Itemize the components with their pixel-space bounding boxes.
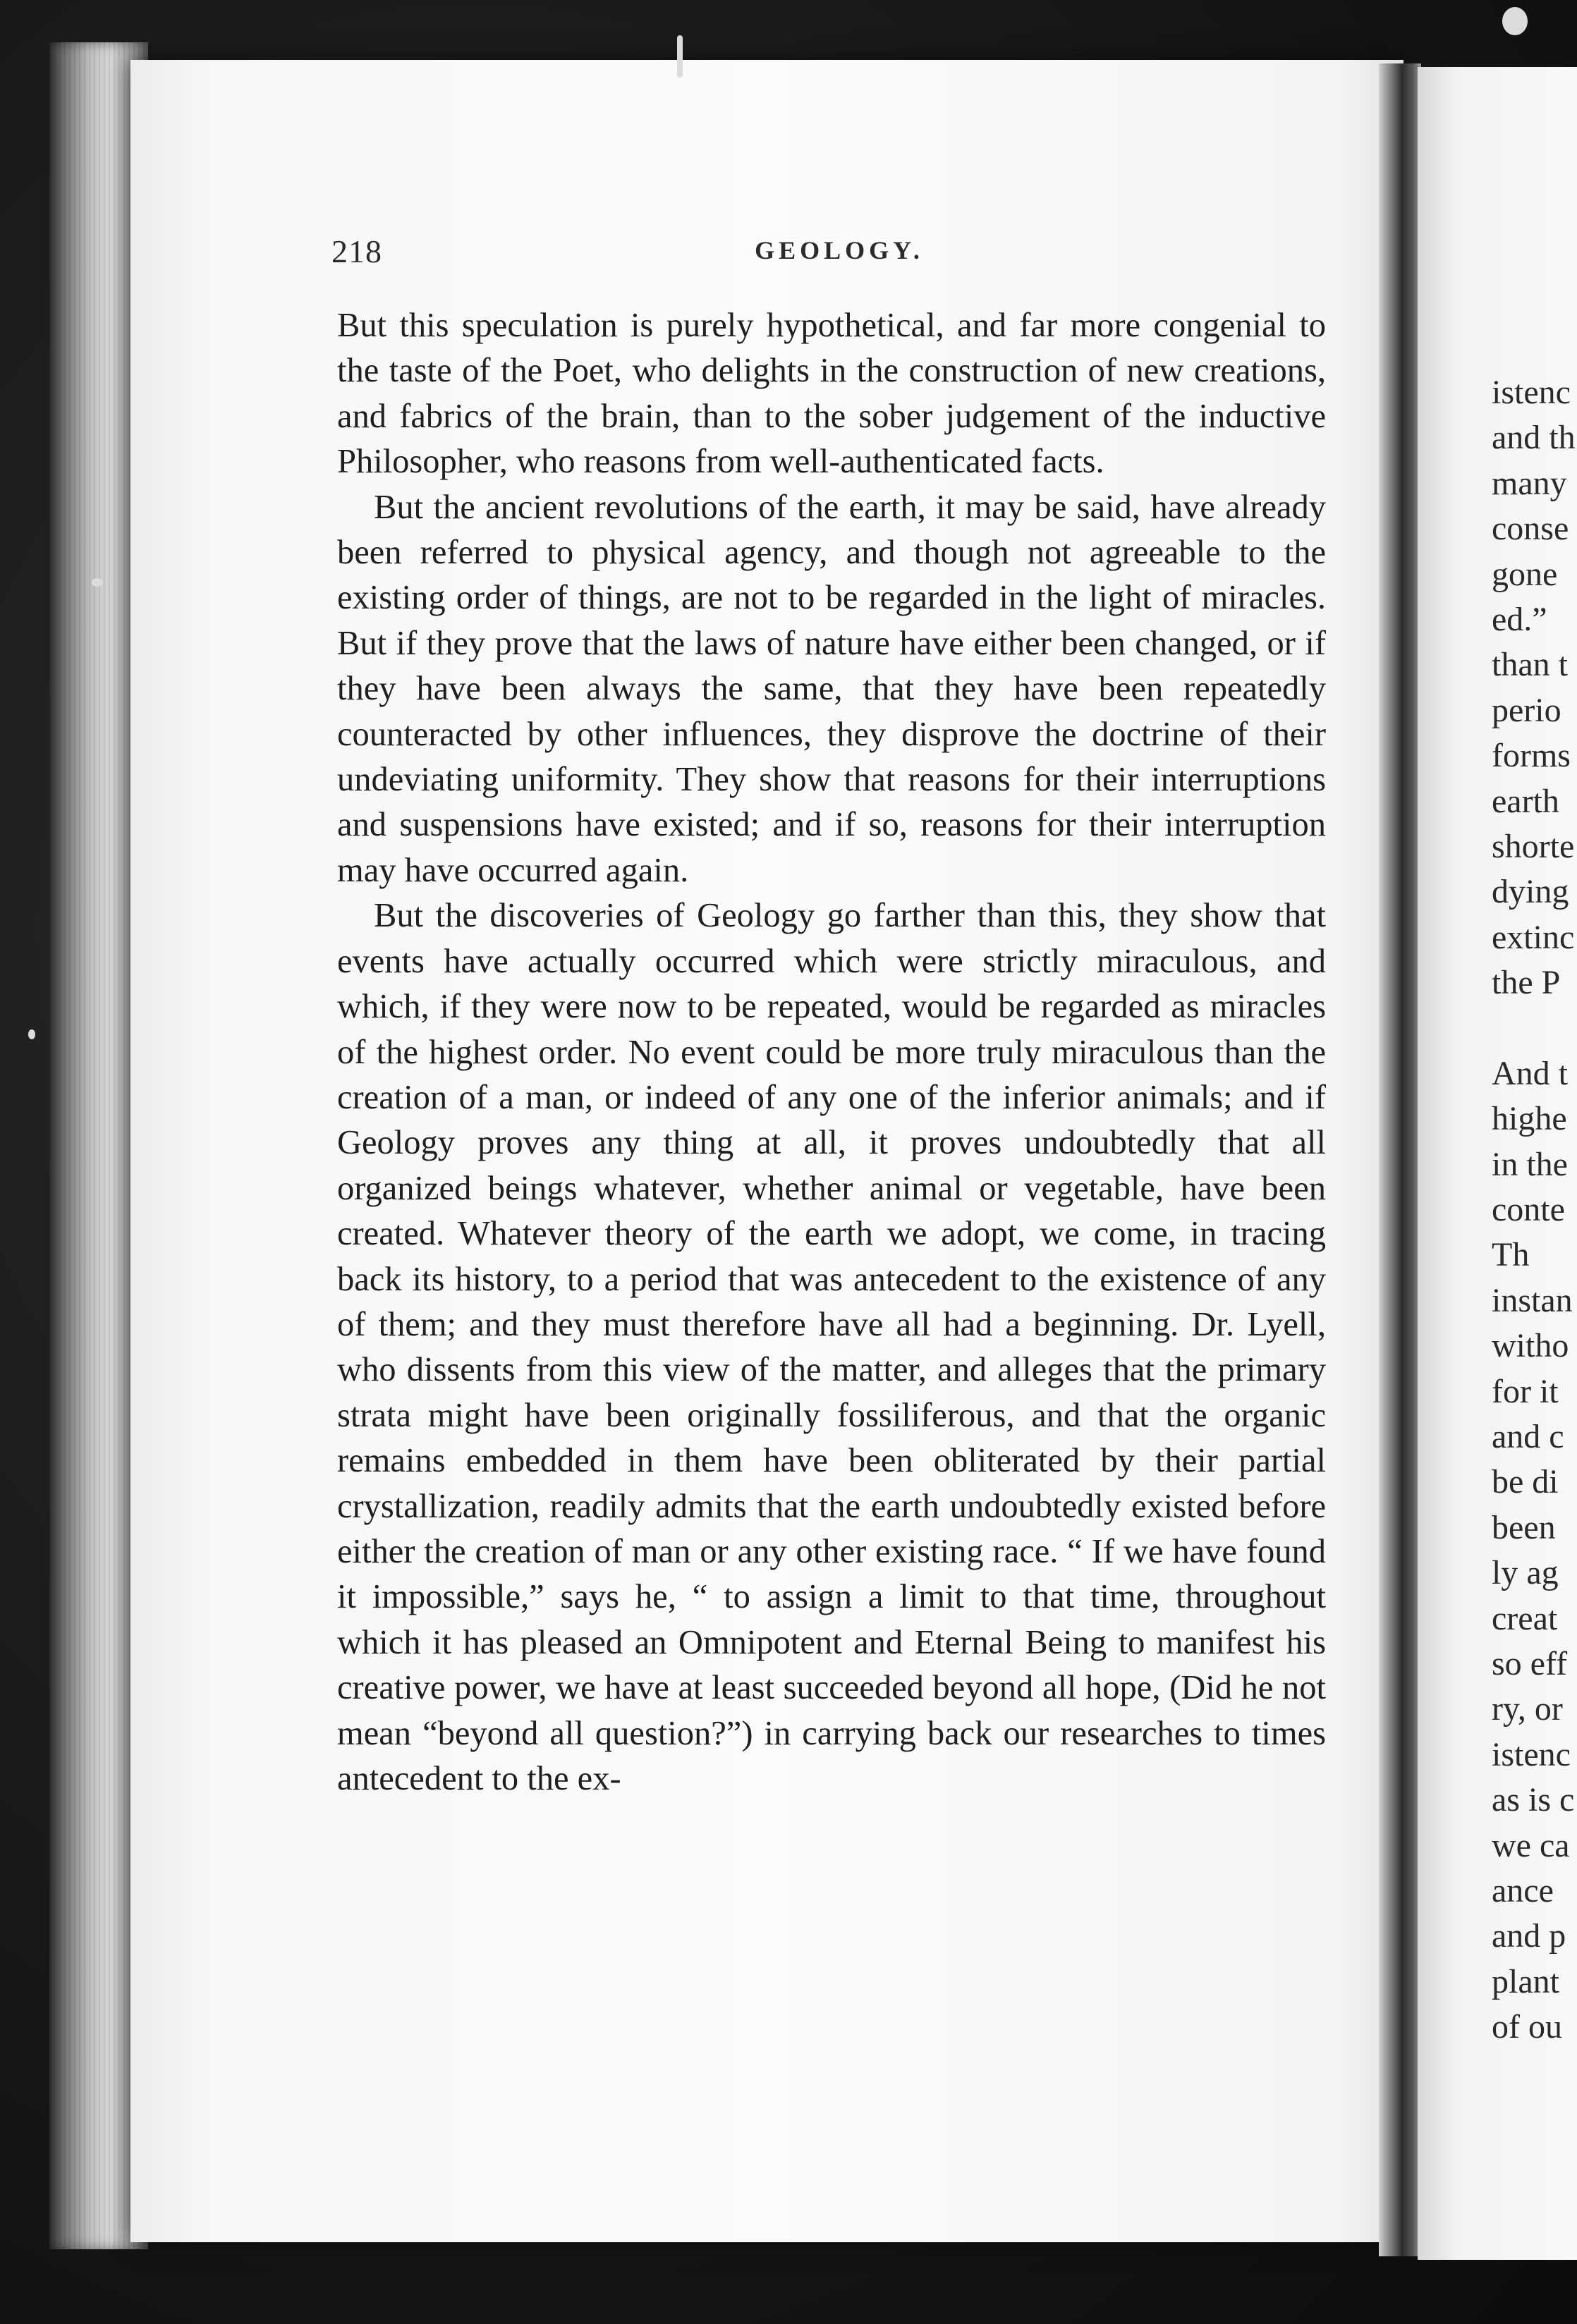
book-gutter [1379,63,1421,2256]
facing-page-line: been [1492,1508,1556,1546]
facing-page-line: perio [1492,691,1561,729]
facing-page-line: conte [1492,1191,1565,1229]
facing-page-line: for it [1492,1372,1559,1410]
facing-page-line [1492,1005,1577,1051]
facing-page-line: in the [1492,1145,1568,1183]
body-text [337,303,1326,1802]
dust-speck [1502,7,1528,35]
facing-page-line: istenc [1492,374,1571,411]
facing-page-text [1492,370,1577,2050]
facing-page-line: many [1492,464,1567,502]
running-head [331,233,1326,275]
facing-page-line: of ou [1492,2008,1562,2046]
facing-page-line: the P [1492,964,1561,1002]
facing-page-line: conse [1492,510,1569,548]
page-number: 218 [331,233,382,269]
facing-page-line: shorte [1492,827,1575,865]
facing-page-line: than t [1492,646,1568,684]
dust-speck [677,35,683,78]
facing-page-line: ed.” [1492,600,1547,638]
facing-page-line: witho [1492,1327,1569,1365]
facing-page-line: and th [1492,419,1576,457]
book-page-right [1418,67,1577,2260]
facing-page-line: forms [1492,737,1571,775]
facing-page-line: dying [1492,873,1569,911]
paragraph-3: But the discoveries of Geology go farther than this, they show that events have actually occurred which were strictly miraculous, and which, if they were now to be repeated, would be regarded as miracles of the highest order. No event could be more truly miraculous than the creation of a man, or indeed of any one of the inferior animals; and if Geology proves any thing at all, it proves undoubtedly that all organized beings whatever, whether animal or vegetable, have been created. Whatever theory of the earth we adopt, we come, in tracing back its history, to a period that was antecedent to the existence of any of them; and they must therefore have all had a beginning. Dr. Lyell, who dissents from this view of the matter, and alleges that the primary strata might have been originally fossiliferous, and that the organic remains embedded in them have been obliterated by their partial crystallization, readily admits that the earth undoubtedly existed before either the creation of man or any other existing race. “ If we have found it impossible,” says he, “ to assign a limit to that time, throughout which it has pleased an Omnipotent and Eternal Being to manifest his creative power, we have at least succeeded beyond all hope, (Did he not mean “beyond all question?”) in carrying back our researches to times antecedent to the ex- [337,897,1326,1797]
dust-speck [92,578,103,587]
facing-page-line: extinc [1492,918,1575,956]
running-title: GEOLOGY. [755,236,924,264]
facing-page-line: earth [1492,782,1559,820]
facing-page-line: ry, or [1492,1690,1563,1728]
facing-page-line: so eff [1492,1644,1568,1682]
facing-page-line: ance [1492,1871,1554,1909]
dust-speck [28,1029,35,1039]
facing-page-line: instan [1492,1281,1573,1319]
paragraph-2: But the ancient revolutions of the earth, it may be said, have already been referred to physical agency, and though not agreeable to the existing order of things, are not to be regarded in the light of miracles. But if they prove that the laws of nature have either been changed, or if they have been always the same, that they have been repeatedly counteracted by other influences, they disprove the doctrine of their undeviating uniformity. They show that reasons for their interruptions and suspensions have existed; and if so, reasons for their interruption may have occurred again. [337,488,1326,889]
facing-page-line: gone [1492,555,1558,593]
facing-page-line: ly ag [1492,1554,1559,1592]
facing-page-line: and c [1492,1417,1564,1455]
facing-page-line: creat [1492,1599,1558,1637]
facing-page-line: highe [1492,1100,1567,1138]
facing-page-line: as is c [1492,1781,1575,1819]
facing-page-line: and p [1492,1917,1566,1955]
facing-page-line: And t [1492,1054,1568,1092]
paragraph-1: But this speculation is purely hypothetical, and far more congenial to the taste of the Poet, who delights in the construction of new creations, and fabrics of the brain, than to the sober judgement of the inductive Philosopher, who reasons from well-authenticated facts. [337,307,1326,481]
facing-page-line: we ca [1492,1826,1570,1864]
facing-page-line: plant [1492,1962,1559,2000]
facing-page-line: istenc [1492,1735,1571,1773]
facing-page-line: be di [1492,1463,1559,1501]
facing-page-line: Th [1492,1236,1530,1274]
